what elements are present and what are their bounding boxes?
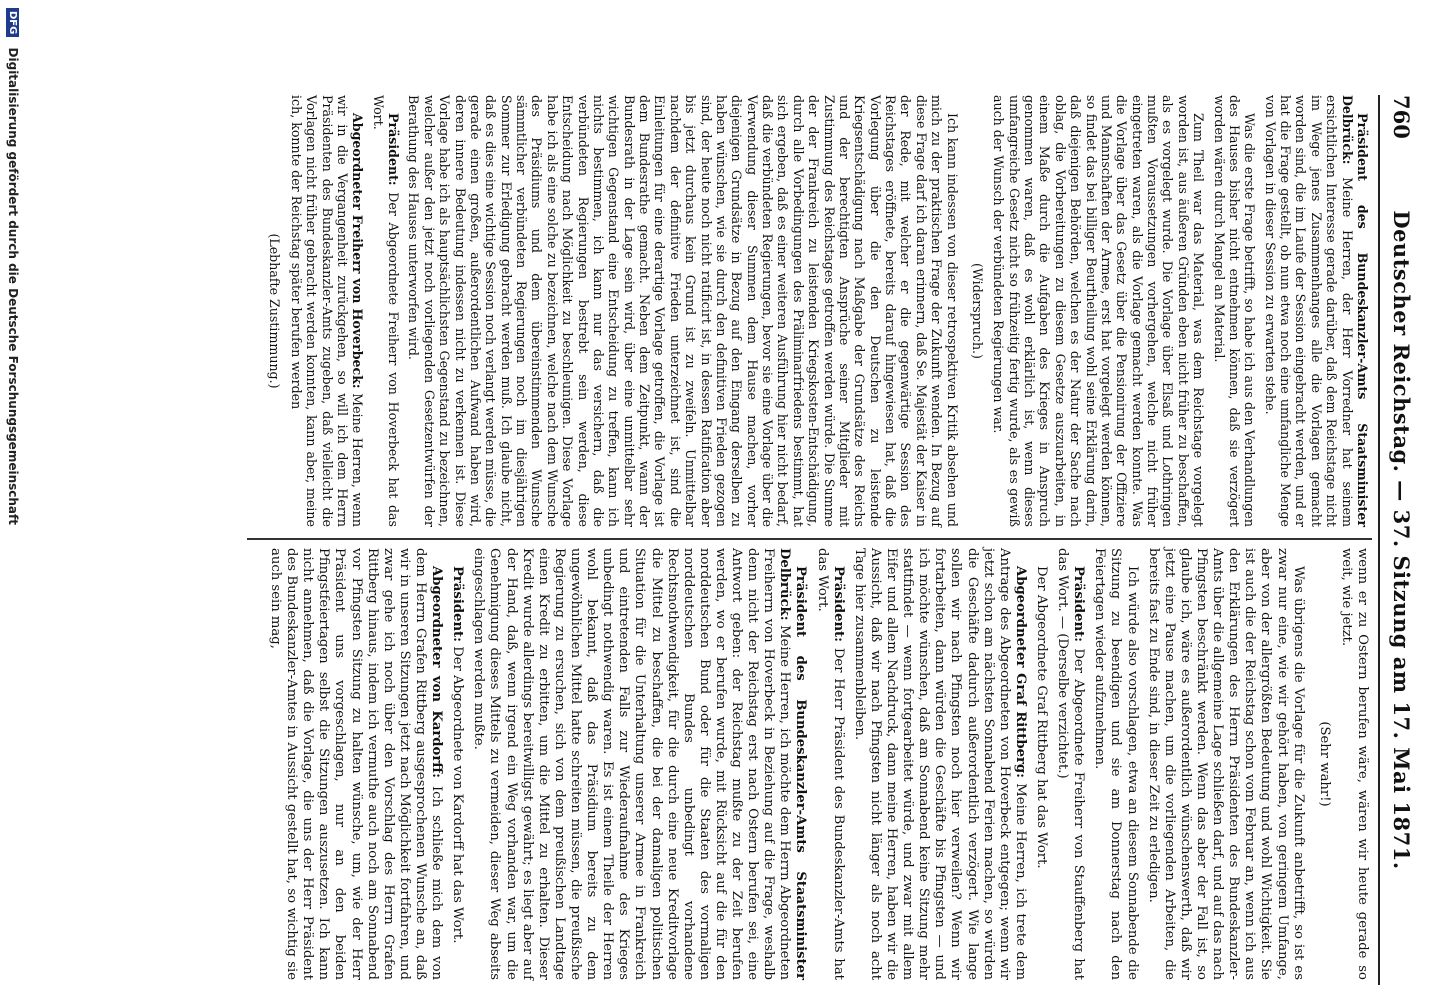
paragraph-text: Meine Herren, der Herr Vorredner hat seinem ersichtlichen Interesse gerade darüber, daß dem Reichstage nicht im Wege jenes Zusammenhanges alle die Vorlagen gemacht worden sind, die im Laufe der Session eingebracht werden, und er hat die Frage gestellt, ob nun etwa noch eine umfangliche Menge von Vorlagen in dieser Session zu erwarten stehe. bbox=[1262, 95, 1355, 527]
header-rule bbox=[1378, 95, 1380, 985]
paragraph bbox=[1211, 95, 1257, 527]
paragraph bbox=[1262, 95, 1370, 527]
paragraph-text: Der Herr Präsident des Bundeskanzler-Amts hat das Wort. bbox=[814, 548, 846, 980]
page-number: 760 bbox=[1389, 95, 1414, 139]
paragraph bbox=[1145, 548, 1306, 980]
page-header bbox=[1384, 95, 1414, 985]
column-divider bbox=[247, 538, 1372, 540]
running-head: Deutscher Reichstag. — 37. Sitzung am 17. Mai 1871. bbox=[1389, 210, 1414, 870]
stage-direction bbox=[1316, 548, 1332, 980]
paragraph-text: Meine Herren, ich möchte dem Herrn Abgeordneten Freiherrn von Hoverbeck in Beziehung auf die Frage, weshalb denn nicht der Reichstag erst nach Ostern berufen sei, eine Antwort geben: der Reichstag mußte zu der Zeit berufen werden, wo er berufen wurde, mit Rücksicht auf die für den norddeutschen Bund oder für die Staaten des vormaligen norddeutschen Bundes unbedingt vorhandene Rechtsnothwendigkeit, für die durch eine neue Kreditvorlage die Mittel zu beschaffen, die bei der damaligen politischen Situation für die Unterhaltung unserer Armee in Frankreich und eintretenden Falls zur Wiederaufnahme des Krieges unbedingt nothwendig waren. Es ist einem Theile der Herren wohl bekannt, daß das Präsidium bereits zu dem ungewöhnlichen Mittel hatte schreiten müssen, die preußische Regierung zu ersuchen, sich von dem preußischen Landtage einen Kredit zu erbitten, um die Mittel zu erhalten. Dieser Kredit wurde allerdings bereitwilligst gewährt; es liegt aber auf der Hand, daß, wenn irgend ein Weg vorhanden war, um die Genehmigung dieses Mittels zu vermeiden, dieser Weg abseits eingeschlagen werden mußte. bbox=[471, 548, 793, 980]
speaker-name: Abgeordneter Graf Rittberg: bbox=[1012, 566, 1028, 779]
paragraph-text: Der Abgeordnete Freiherr von Hoverbeck hat das Wort. bbox=[370, 95, 402, 527]
right-column bbox=[262, 548, 1370, 980]
paragraph bbox=[449, 548, 465, 980]
paragraph-text: Meine Herren, wenn wir in die Vergangenheit zurückgehen, so will ich dem Herrn Präsidenten des Bundeskanzler-Amts zugeben, daß vielleicht die Vorlagen nicht früher gebracht werden konnten, kann aber, meine ich, konnte der Reichstag später berufen werden bbox=[288, 95, 366, 527]
speaker-name: Abgeordneter Freiherr von Hoverbeck: bbox=[350, 113, 366, 389]
paragraph-text: (Lebhafte Zustimmung.) bbox=[267, 233, 283, 389]
paragraph-text: Der Abgeordnete von Kardorff hat das Wort. bbox=[450, 646, 466, 944]
paragraph-text: wenn er zu Ostern berufen wäre, wären wir heute gerade so weit, wie jetzt. bbox=[1338, 548, 1370, 980]
paragraph-text: (Widerspruch.) bbox=[970, 263, 985, 359]
paragraph bbox=[1338, 548, 1370, 980]
paragraph-text: Was übrigens die Vorlage für die Zukunft anbetrifft, so ist es zwar nur eine, wie wir gehört haben, von geringem Umfange, aber von der allergrößten Bedeutung und wohl Wichtigkeit. Sie ist auch die der Reichstag schon vom Februar an, wenn ich aus den Erklärungen des Herrn Präsidenten des Bundeskanzler-Amts über die allgemeine Lage schließen darf, und auf das nach Pfingsten beschränkt werden. Wenn das aber der Fall ist, so glaube ich, wäre es außerordentlich wünschenswerth, daß wir jetzt eine Pause machen, um die vorliegenden Arbeiten, die bereits fast zu Ende sind, in dieser Zeit zu erledigen. bbox=[1145, 548, 1306, 980]
paragraph-text: Der Abgeordnete Freiherr von Stauffenberg hat das Wort. — (Derselbe verzichtet.) bbox=[1055, 548, 1087, 980]
stage-direction bbox=[267, 95, 282, 527]
paragraph-text: Was die erste Frage betrifft, so habe ich aus den Verhandlungen des Hauses bisher nicht entnehmen können, daß sie verzögert worden wären durch Mangel an Material. bbox=[1211, 95, 1258, 527]
dfg-logo: DFG bbox=[6, 8, 19, 37]
paragraph-text: Ich würde also vorschlagen, etwa an diesem Sonnabende die Sitzung zu beendigen und sie am Donnerstag nach den Feiertagen wieder aufzunehmen. bbox=[1092, 548, 1140, 980]
paragraph bbox=[814, 548, 846, 980]
speaker-name: Abgeordneter von Kardorff: bbox=[429, 566, 445, 778]
paragraph bbox=[406, 95, 960, 527]
paragraph bbox=[1091, 548, 1139, 980]
paragraph-text: (Sehr wahr!) bbox=[1316, 721, 1332, 807]
paragraph-text: Ich schließe mich dem von dem Herrn Grafen Rittberg ausgesprochenen Wunsche an, daß wir in unseren Sitzungen jetzt nach Möglichkeit fortfahren, und zwar gehe ich noch über den Vorschlag des Herrn Grafen Rittberg hinaus, indem ich vermuthe auch noch am Sonnabend vor Pfingsten Sitzung zu halten wünsche, um, wie der Herr Präsident uns vorgeschlagen, nur an den beiden Pfingstfeiertagen selbst die Sitzungen auszusetzen. Ich kann nicht annehmen, daß die Vorlage, die uns der Herr Präsident des Bundeskanzler-Amtes in Aussicht gestellt hat, so wichtig sie auch sein mag, bbox=[268, 548, 445, 981]
paragraph-text: Meine Herren, ich trete dem Antrage des Abgeordneten von Hoverbeck entgegen; wenn wir jetzt schon am nächsten Sonnabend Ferien machen, so würden die Geschäfte dadurch außerordentlich verzögert. Wie lange sollen wir nach Pfingsten noch hier verweilen? Wenn wir fortarbeiten, dann würden die Geschäfte bis Pfingsten — und ich möchte wünschen, daß am Sonnabend keine Sitzung mehr stattfindet — wenn fortgearbeitet würde, und zwar mit allem Eifer und allem Nachdruck, dann meine Herren, haben wir die Aussicht, daß wir nach Pfingsten nicht länger als noch acht Tage hier zusammenbleiben. bbox=[851, 548, 1028, 980]
footer-text: Digitalisierung gefördert durch die Deutsche Forschungsgemeinschaft bbox=[6, 47, 20, 525]
paragraph bbox=[267, 548, 444, 980]
speaker-name: Präsident: bbox=[386, 113, 402, 186]
speaker-name: Präsident: bbox=[450, 566, 466, 643]
paragraph bbox=[851, 548, 1028, 980]
paragraph bbox=[470, 548, 808, 980]
paragraph-text: Zum Theil war das Material, was dem Reichstage vorgelegt worden ist, aus äußeren Gründen eben nicht früher zu beschaffen, als es vorgelegt wurde. Die Vorlage über Elsaß und Lothringen mußten Voraussetzungen vorhergehen, welche nicht früher eingetreten waren, als die Vorlage gemacht werden konnte. Was die Vorlage über das Gesetz über die Pensionirung der Offiziere und Mannschaften der Armee, erst hat vorgelegt werden können, so findet das bei billiger Beurtheilung wohl seine Erklärung darin, daß diejenigen Behörden, welchen es der Natur der Sache nach oblag, die Vorbereitungen zu diesem Gesetze auszuarbeiten, in einem Maße durch die Aufgaben des Krieges in Anspruch genommen waren, daß es wohl erklärlich ist, wenn dieses umfangreiche Gesetz nicht so frühzeitig fertig wurde, als es gewiß auch der Wunsch der verbündeten Regierungen war. bbox=[991, 95, 1207, 527]
paragraph-text: Ich kann indessen von dieser retrospektiven Kritik absehen und mich zu der praktischen Frage der Zukunft wenden. In Bezug auf diese Frage darf ich daran erinnern, daß Se. Majestät der Kaiser in der Rede, mit welcher er die gegenwärtige Session des Reichstages eröffnete, bereits darauf hingewiesen hat, daß die Vorlegung über die den Deutschen zu leistende Kriegsentschädigung nach Maßgabe der Grundsätze des Reichs und der berechtigten Ansprüche seiner Mitglieder mit Zustimmung des Reichstages getroffen werden würde. Die Summe der der Frankreich zu leistenden Kriegskosten-Entschädigung, durch alle Vorbedingungen des Präliminarfriedens bestimmt, hat sich ergeben, daß es einer weiteren Ausführung hier nicht bedarf, daß die verbündeten Regierungen, bevor sie eine Vorlage über die Verwendung dieser Summen dem Hause machen, vorher diejenigen Grundsätze in Bezug auf den Eingang derselben zu haben wünschen, wie sie durch den definitiven Frieden gezogen sind, der heute noch nicht ratificirt ist, in dessen Ratification aber bis jetzt durchaus kein Grund ist zu zweifeln. Unmittelbar nachdem der definitive Frieden unterzeichnet ist, sind die Einleitungen für eine derartige Vorlage getroffen, die Vorlage ist dem Bundesrathe gemacht. Neben dem Zeitpunkt, wann der Bundesrath in der Lage sein wird, über eine unmittelbar sehr wichtigen Gegenstand eine Entscheidung zu treffen, kann ich nichts bestimmen, ich kann nur das versichern, daß die verbündeten Regierungen bestrebt sein werden, diese Entscheidung nach Möglichkeit zu beschleunigen. Diese Vorlage habe ich als eine solche zu bezeichnen, welche nach dem Wunsche des Präsidiums und dem übereinstimmenden Wunsche sämmtlicher verbündeten Regierungen noch im diesjährigen Sommer zur Erledigung gebracht werden muß. Ich glaube nicht, daß es dies eine wichtige Session noch verlangt werden müsse, die gerade einen großen, außerordentlichen Aufwand haben wird, deren innere Bedeutung indessen nicht zu verkennen ist. Diese Vorlage habe ich als hauptsächlichsten Gegenstand zu bezeichnen, welcher außer den jetzt noch vorliegenden Gesetzentwürfen der Berathung des Hauses unterworfen wird. bbox=[406, 95, 960, 527]
paragraph-text: Der Abgeordnete Graf Rittberg hat das Wort. bbox=[1034, 566, 1050, 869]
paragraph bbox=[991, 95, 1206, 527]
paragraph bbox=[370, 95, 401, 527]
speaker-name: Präsident: bbox=[1071, 566, 1087, 643]
speaker-name: Präsident des Bundeskanzler-Amts Staatsminister Delbrück: bbox=[1339, 95, 1370, 527]
speaker-name: Präsident des Bundeskanzler-Amts Staatsminister Delbrück: bbox=[777, 548, 809, 980]
paragraph bbox=[1033, 548, 1049, 980]
paragraph bbox=[1054, 548, 1086, 980]
digitization-footer bbox=[2, 8, 20, 628]
left-column bbox=[257, 95, 1370, 527]
paragraph bbox=[289, 95, 366, 527]
speaker-name: Präsident: bbox=[830, 566, 846, 643]
stage-direction bbox=[970, 95, 985, 527]
